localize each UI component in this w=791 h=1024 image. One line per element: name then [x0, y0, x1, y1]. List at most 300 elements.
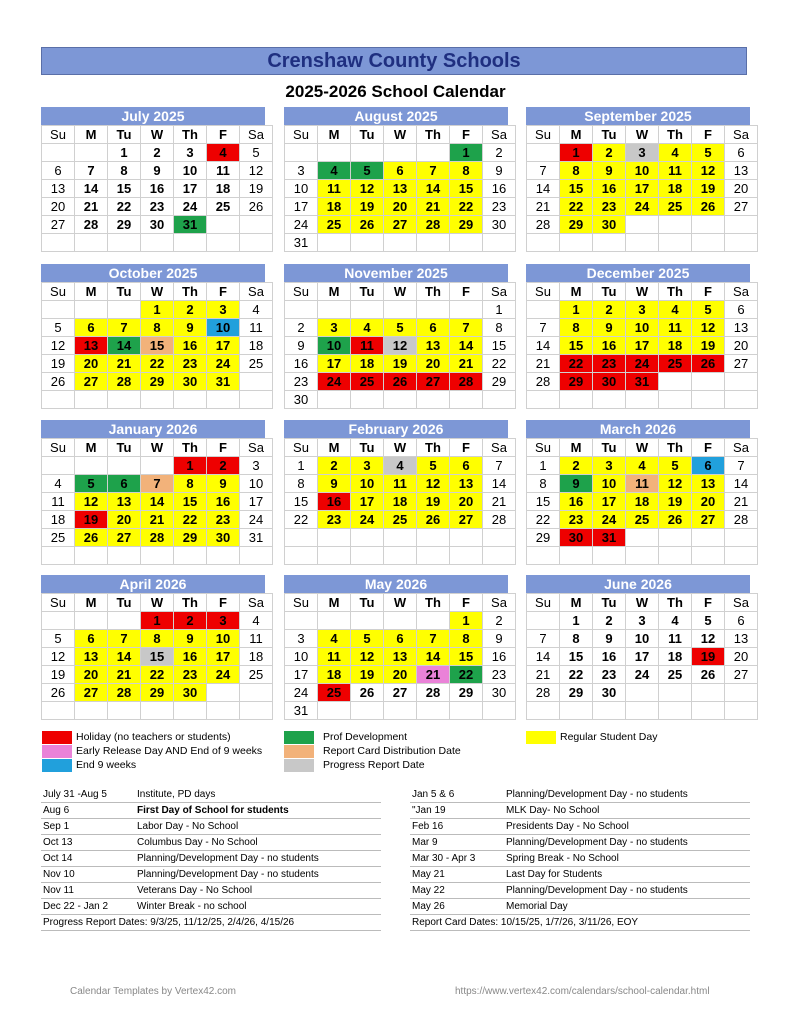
- weekday-header: Tu: [351, 594, 384, 612]
- calendar-day: 25: [659, 198, 692, 216]
- calendar-day: 30: [483, 684, 516, 702]
- calendar-empty-cell: [141, 547, 174, 565]
- legend-report-card: Report Card Distribution Date: [323, 745, 461, 757]
- calendar-day: 17: [285, 198, 318, 216]
- calendar-empty-cell: [207, 391, 240, 409]
- holiday-swatch: [42, 731, 72, 744]
- calendar-empty-cell: [659, 216, 692, 234]
- calendar-day: 13: [108, 493, 141, 511]
- calendar-day: 27: [108, 529, 141, 547]
- month-title: January 2026: [41, 420, 265, 438]
- calendar-day: 11: [240, 630, 273, 648]
- calendar-day: 6: [417, 319, 450, 337]
- calendar-day: 23: [207, 511, 240, 529]
- calendar-empty-cell: [75, 234, 108, 252]
- calendar-day: 30: [593, 373, 626, 391]
- calendar-empty-cell: [417, 301, 450, 319]
- note-description: Presidents Day - No School: [504, 819, 750, 835]
- calendar-day: 12: [42, 337, 75, 355]
- calendar-day: 25: [207, 198, 240, 216]
- calendar-day: 16: [141, 180, 174, 198]
- calendar-day: 2: [593, 301, 626, 319]
- calendar-empty-cell: [42, 612, 75, 630]
- calendar-day: 7: [483, 457, 516, 475]
- calendar-day: 22: [560, 198, 593, 216]
- calendar-empty-cell: [626, 702, 659, 720]
- calendar-day: 13: [725, 319, 758, 337]
- calendar-day: 26: [384, 373, 417, 391]
- calendar-day: 25: [626, 511, 659, 529]
- calendar-empty-cell: [725, 391, 758, 409]
- calendar-empty-cell: [42, 144, 75, 162]
- calendar-empty-cell: [318, 301, 351, 319]
- calendar-day: 19: [240, 180, 273, 198]
- calendar-day: 19: [42, 355, 75, 373]
- calendar-day: 16: [593, 337, 626, 355]
- calendar-day: 21: [417, 198, 450, 216]
- calendar-empty-cell: [108, 702, 141, 720]
- calendar-day: 17: [240, 493, 273, 511]
- weekday-header: Tu: [593, 283, 626, 301]
- calendar-day: 18: [659, 180, 692, 198]
- calendar-day: 7: [417, 630, 450, 648]
- calendar-empty-cell: [42, 702, 75, 720]
- weekday-header: Th: [659, 126, 692, 144]
- calendar-day: 19: [692, 180, 725, 198]
- note-date: Oct 13: [41, 835, 135, 851]
- note-row: [41, 851, 381, 867]
- calendar-day: 27: [692, 511, 725, 529]
- weekday-header: M: [560, 439, 593, 457]
- weekday-header: Tu: [108, 439, 141, 457]
- calendar-day: 12: [351, 648, 384, 666]
- calendar-day: 21: [483, 493, 516, 511]
- calendar-day: 16: [207, 493, 240, 511]
- weekday-header: F: [692, 126, 725, 144]
- calendar-day: 25: [351, 373, 384, 391]
- calendar-day: 28: [725, 511, 758, 529]
- calendar-day: 4: [659, 301, 692, 319]
- calendar-day: 23: [285, 373, 318, 391]
- note-date: Feb 16: [410, 819, 504, 835]
- calendar-empty-cell: [75, 457, 108, 475]
- calendar-empty-cell: [560, 547, 593, 565]
- weekday-header: W: [626, 439, 659, 457]
- calendar-empty-cell: [527, 301, 560, 319]
- calendar-day: 2: [593, 144, 626, 162]
- note-row: [410, 899, 750, 915]
- note-date: Oct 14: [41, 851, 135, 867]
- calendar-day: 18: [240, 648, 273, 666]
- calendar-day: 6: [725, 612, 758, 630]
- calendar-day: 16: [285, 355, 318, 373]
- calendar-day: 1: [450, 612, 483, 630]
- calendar-empty-cell: [108, 457, 141, 475]
- calendar-day: 1: [285, 457, 318, 475]
- calendar-day: 13: [450, 475, 483, 493]
- weekday-header: W: [626, 126, 659, 144]
- calendar-day: 22: [560, 355, 593, 373]
- weekday-header: F: [450, 283, 483, 301]
- calendar-day: 6: [384, 630, 417, 648]
- calendar-day: 29: [483, 373, 516, 391]
- progress-swatch: [284, 759, 314, 772]
- calendar-day: 9: [174, 319, 207, 337]
- calendar-day: 1: [483, 301, 516, 319]
- calendar-day: 12: [659, 475, 692, 493]
- calendar-day: 7: [417, 162, 450, 180]
- calendar-day: 24: [351, 511, 384, 529]
- calendar-day: 9: [174, 630, 207, 648]
- note-description: Spring Break - No School: [504, 851, 750, 867]
- calendar-empty-cell: [207, 234, 240, 252]
- calendar-day: 31: [285, 234, 318, 252]
- calendar-day: 23: [483, 198, 516, 216]
- weekday-header: Sa: [240, 126, 273, 144]
- weekday-header: Su: [285, 439, 318, 457]
- calendar-day: 30: [174, 373, 207, 391]
- note-date: Nov 10: [41, 867, 135, 883]
- calendar-empty-cell: [351, 547, 384, 565]
- month-title: April 2026: [41, 575, 265, 593]
- calendar-day: 30: [174, 684, 207, 702]
- weekday-header: M: [560, 283, 593, 301]
- calendar-empty-cell: [725, 234, 758, 252]
- calendar-day: 15: [141, 648, 174, 666]
- calendar-day: 14: [141, 493, 174, 511]
- calendar-day: 28: [417, 216, 450, 234]
- calendar-empty-cell: [384, 301, 417, 319]
- calendar-day: 28: [527, 373, 560, 391]
- calendar-day: 8: [450, 162, 483, 180]
- calendar-day: 7: [75, 162, 108, 180]
- weekday-header: Su: [285, 283, 318, 301]
- calendar-day: 22: [483, 355, 516, 373]
- calendar-day: 7: [527, 319, 560, 337]
- calendar-day: 27: [75, 684, 108, 702]
- calendar-day: 7: [141, 475, 174, 493]
- calendar-empty-cell: [692, 547, 725, 565]
- calendar-day: 29: [450, 216, 483, 234]
- note-date: July 31 -Aug 5: [41, 787, 135, 803]
- weekday-header: W: [384, 283, 417, 301]
- calendar-empty-cell: [42, 391, 75, 409]
- calendar-day: 18: [659, 337, 692, 355]
- calendar-day: 31: [626, 373, 659, 391]
- end9-swatch: [42, 759, 72, 772]
- calendar-day: 8: [560, 319, 593, 337]
- calendar-day: 8: [141, 319, 174, 337]
- note-row: [410, 883, 750, 899]
- weekday-header: Tu: [593, 594, 626, 612]
- calendar-empty-cell: [725, 373, 758, 391]
- calendar-empty-cell: [593, 391, 626, 409]
- calendar-day: 8: [174, 475, 207, 493]
- calendar-day: 13: [384, 180, 417, 198]
- calendar-day: 5: [240, 144, 273, 162]
- calendar-day: 12: [42, 648, 75, 666]
- calendar-day: 2: [285, 319, 318, 337]
- calendar-day: 21: [417, 666, 450, 684]
- calendar-empty-cell: [141, 234, 174, 252]
- calendar-day: 4: [351, 319, 384, 337]
- calendar-day: 8: [483, 319, 516, 337]
- calendar-empty-cell: [42, 234, 75, 252]
- weekday-header: F: [450, 126, 483, 144]
- calendar-empty-cell: [207, 684, 240, 702]
- calendar-day: 2: [141, 144, 174, 162]
- calendar-day: 20: [417, 355, 450, 373]
- calendar-empty-cell: [174, 702, 207, 720]
- calendar-day: 8: [560, 630, 593, 648]
- calendar-day: 10: [351, 475, 384, 493]
- calendar-day: 3: [207, 301, 240, 319]
- calendar-day: 24: [626, 666, 659, 684]
- calendar-empty-cell: [692, 529, 725, 547]
- weekday-header: Su: [42, 283, 75, 301]
- month-title: November 2025: [284, 264, 508, 282]
- calendar-day: 14: [527, 648, 560, 666]
- calendar-day: 28: [141, 529, 174, 547]
- calendar-empty-cell: [240, 234, 273, 252]
- calendar-day: 22: [108, 198, 141, 216]
- calendar-day: 14: [527, 337, 560, 355]
- note-description: Planning/Development Day - no students: [504, 835, 750, 851]
- calendar-day: 10: [626, 162, 659, 180]
- month-title: September 2025: [526, 107, 750, 125]
- note-description: Veterans Day - No School: [135, 883, 381, 899]
- weekday-header: F: [207, 126, 240, 144]
- month-calendar: [526, 264, 750, 409]
- calendar-empty-cell: [384, 144, 417, 162]
- weekday-header: Su: [527, 126, 560, 144]
- month-calendar: [41, 575, 265, 720]
- calendar-day: 26: [692, 355, 725, 373]
- calendar-day: 31: [285, 702, 318, 720]
- weekday-header: Tu: [108, 283, 141, 301]
- calendar-day: 20: [75, 666, 108, 684]
- calendar-empty-cell: [725, 529, 758, 547]
- calendar-empty-cell: [483, 702, 516, 720]
- calendar-day: 16: [593, 180, 626, 198]
- calendar-empty-cell: [384, 547, 417, 565]
- calendar-day: 12: [692, 630, 725, 648]
- month-calendar: [284, 420, 508, 565]
- calendar-day: 2: [593, 612, 626, 630]
- calendar-day: 11: [42, 493, 75, 511]
- calendar-day: 13: [417, 337, 450, 355]
- calendar-day: 8: [141, 630, 174, 648]
- month-calendar: [41, 264, 265, 409]
- weekday-header: F: [692, 594, 725, 612]
- calendar-day: 3: [318, 319, 351, 337]
- calendar-empty-cell: [174, 234, 207, 252]
- calendar-day: 15: [560, 648, 593, 666]
- weekday-header: F: [207, 439, 240, 457]
- calendar-day: 28: [527, 216, 560, 234]
- note-row: [41, 787, 381, 803]
- calendar-day: 10: [626, 630, 659, 648]
- calendar-day: 29: [560, 684, 593, 702]
- calendar-day: 6: [692, 457, 725, 475]
- legend-progress: Progress Report Date: [323, 759, 425, 771]
- calendar-day: 10: [207, 319, 240, 337]
- note-row: [41, 819, 381, 835]
- note-row: [410, 851, 750, 867]
- calendar-empty-cell: [318, 234, 351, 252]
- note-description: Memorial Day: [504, 899, 750, 915]
- calendar-day: 2: [318, 457, 351, 475]
- calendar-day: 13: [75, 337, 108, 355]
- calendar-day: 4: [240, 301, 273, 319]
- month-calendar: [284, 107, 508, 252]
- calendar-empty-cell: [351, 529, 384, 547]
- calendar-day: 2: [483, 612, 516, 630]
- weekday-header: Sa: [483, 283, 516, 301]
- calendar-day: 23: [560, 511, 593, 529]
- regular-swatch: [526, 731, 556, 744]
- early-release-swatch: [42, 745, 72, 758]
- note-row: [41, 883, 381, 899]
- calendar-empty-cell: [725, 684, 758, 702]
- calendar-empty-cell: [560, 702, 593, 720]
- calendar-empty-cell: [626, 216, 659, 234]
- weekday-header: Sa: [725, 283, 758, 301]
- calendar-empty-cell: [351, 702, 384, 720]
- calendar-empty-cell: [417, 234, 450, 252]
- month-title: June 2026: [526, 575, 750, 593]
- weekday-header: Tu: [593, 126, 626, 144]
- note-description: Planning/Development Day - no students: [135, 867, 381, 883]
- calendar-day: 23: [141, 198, 174, 216]
- weekday-header: Tu: [108, 594, 141, 612]
- legend-prof-dev: Prof Development: [323, 731, 408, 743]
- calendar-day: 11: [351, 337, 384, 355]
- calendar-day: 13: [692, 475, 725, 493]
- calendar-day: 15: [560, 180, 593, 198]
- calendar-day: 26: [659, 511, 692, 529]
- weekday-header: M: [318, 283, 351, 301]
- calendar-empty-cell: [725, 216, 758, 234]
- calendar-day: 18: [659, 648, 692, 666]
- footer-credit: Calendar Templates by Vertex42.com: [70, 986, 237, 997]
- calendar-day: 20: [725, 180, 758, 198]
- calendar-empty-cell: [593, 702, 626, 720]
- calendar-empty-cell: [285, 144, 318, 162]
- calendar-day: 14: [417, 180, 450, 198]
- calendar-empty-cell: [75, 547, 108, 565]
- calendar-day: 27: [725, 666, 758, 684]
- calendar-empty-cell: [318, 529, 351, 547]
- month-calendar: [526, 420, 750, 565]
- weekday-header: Th: [174, 126, 207, 144]
- calendar-empty-cell: [351, 612, 384, 630]
- calendar-day: 18: [318, 666, 351, 684]
- calendar-day: 29: [560, 373, 593, 391]
- note-row: [410, 819, 750, 835]
- calendar-day: 24: [285, 216, 318, 234]
- calendar-empty-cell: [527, 702, 560, 720]
- calendar-day: 14: [108, 648, 141, 666]
- calendar-day: 21: [75, 198, 108, 216]
- calendar-day: 20: [384, 666, 417, 684]
- calendar-day: 28: [527, 684, 560, 702]
- calendar-day: 26: [417, 511, 450, 529]
- calendar-day: 19: [42, 666, 75, 684]
- page-title: Crenshaw County Schools: [41, 47, 747, 75]
- calendar-day: 6: [42, 162, 75, 180]
- weekday-header: Th: [659, 439, 692, 457]
- calendar-day: 16: [483, 180, 516, 198]
- calendar-empty-cell: [351, 391, 384, 409]
- weekday-header: Su: [42, 594, 75, 612]
- calendar-day: 1: [560, 301, 593, 319]
- calendar-day: 29: [108, 216, 141, 234]
- calendar-day: 5: [42, 319, 75, 337]
- calendar-day: 5: [384, 319, 417, 337]
- weekday-header: W: [141, 283, 174, 301]
- calendar-empty-cell: [626, 684, 659, 702]
- weekday-header: Sa: [483, 594, 516, 612]
- calendar-day: 23: [593, 666, 626, 684]
- calendar-empty-cell: [450, 391, 483, 409]
- note-row: [410, 867, 750, 883]
- calendar-empty-cell: [207, 547, 240, 565]
- calendar-day: 5: [692, 144, 725, 162]
- weekday-header: Sa: [240, 283, 273, 301]
- calendar-day: 19: [417, 493, 450, 511]
- calendar-empty-cell: [174, 391, 207, 409]
- calendar-day: 18: [384, 493, 417, 511]
- calendar-empty-cell: [659, 234, 692, 252]
- calendar-empty-cell: [527, 144, 560, 162]
- calendar-day: 24: [285, 684, 318, 702]
- calendar-day: 5: [692, 612, 725, 630]
- calendar-day: 13: [75, 648, 108, 666]
- legend-early-release: Early Release Day AND End of 9 weeks: [76, 745, 263, 757]
- month-title: May 2026: [284, 575, 508, 593]
- calendar-empty-cell: [560, 234, 593, 252]
- weekday-header: W: [141, 126, 174, 144]
- calendar-day: 1: [560, 612, 593, 630]
- calendar-day: 26: [692, 198, 725, 216]
- footer-url[interactable]: https://www.vertex42.com/calendars/school-calendar.html: [455, 986, 710, 997]
- calendar-day: 17: [626, 180, 659, 198]
- calendar-day: 5: [417, 457, 450, 475]
- calendar-day: 26: [692, 666, 725, 684]
- calendar-empty-cell: [141, 457, 174, 475]
- calendar-day: 23: [593, 198, 626, 216]
- calendar-empty-cell: [240, 216, 273, 234]
- calendar-day: 11: [240, 319, 273, 337]
- calendar-day: 4: [207, 144, 240, 162]
- calendar-day: 28: [108, 373, 141, 391]
- weekday-header: W: [384, 439, 417, 457]
- calendar-day: 27: [42, 216, 75, 234]
- calendar-day: 3: [626, 144, 659, 162]
- calendar-day: 29: [174, 529, 207, 547]
- calendar-day: 26: [42, 684, 75, 702]
- calendar-day: 19: [384, 355, 417, 373]
- calendar-day: 9: [560, 475, 593, 493]
- calendar-empty-cell: [384, 234, 417, 252]
- calendar-day: 4: [42, 475, 75, 493]
- weekday-header: Sa: [725, 439, 758, 457]
- calendar-day: 15: [174, 493, 207, 511]
- weekday-header: Sa: [725, 594, 758, 612]
- calendar-empty-cell: [659, 684, 692, 702]
- calendar-day: 27: [725, 355, 758, 373]
